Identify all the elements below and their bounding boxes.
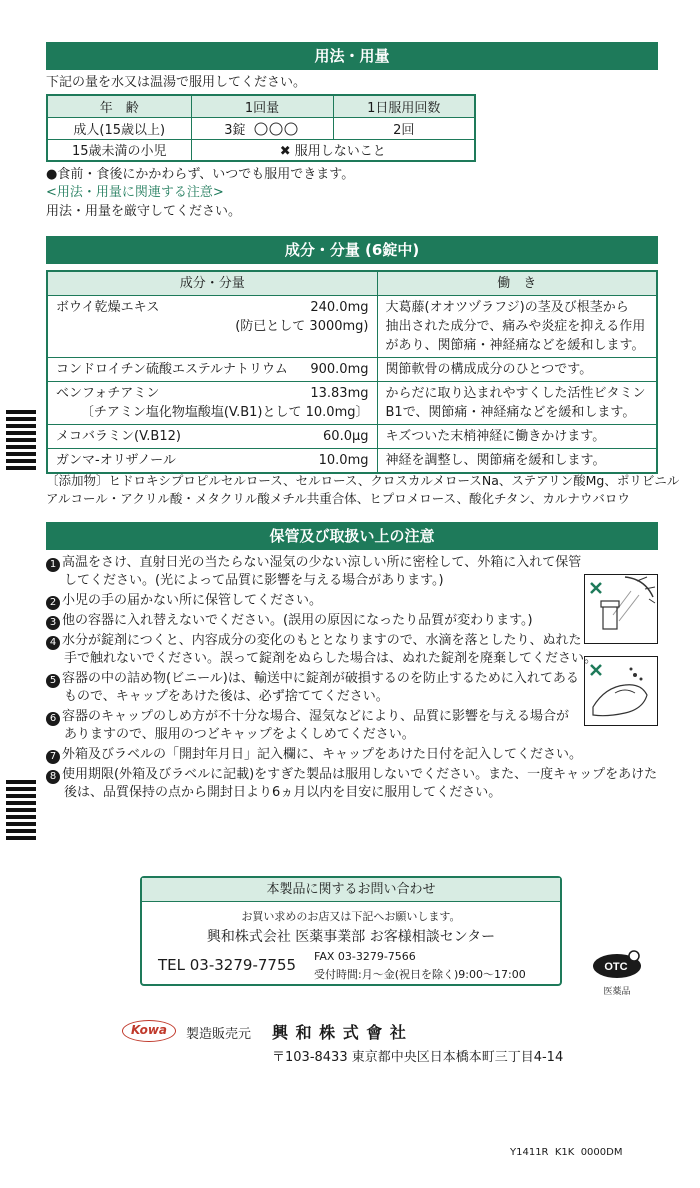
caution-text: 用法・用量を厳守してください。 [46,204,242,219]
col-ingredient: 成分・分量 [47,271,377,296]
product-code: Y1411R K1K 0000DM [510,1147,623,1158]
effect-line: 大葛藤(オオツヅラフジ)の茎及び根茎から [385,300,629,315]
table-row [47,296,657,358]
ingredient-name: コンドロイチン硫酸エステルナトリウム [56,362,288,377]
list-item: 6 容器のキャップのしめ方が不十分な場合、湿気などにより、品質に影響を与える場合が ありますので、服用のつどキャップをよくしめてください。 [46,708,586,744]
ingredient-sub: 〔チアミン塩化物塩酸塩(V.B1)として 10.0mg〕 [80,405,369,420]
number-badge: 7 [46,750,60,764]
ingredient-amount: 240.0mg [310,300,369,315]
effect-line: 関節軟骨の構成成分のひとつです。 [385,362,593,377]
list-item: 7 外箱及びラベルの「開封年月日」記入欄に、キャップをあけた日付を記入してください。 [46,746,586,764]
ingredient-amount: 900.0mg [310,362,369,377]
storage-list [46,554,658,802]
kowa-logo: Kowa [122,1020,176,1042]
effect-line: があり、関節痛・神経痛などを緩和します。 [385,338,645,353]
contact-tel: TEL 03-3279-7755 [158,956,297,974]
no-sunlight-illustration [584,574,658,644]
age-cell: 15歳未満の小児 [47,139,191,161]
maker-role: 製造販売元 [186,1027,252,1042]
table-row [47,449,657,474]
col-times: 1日服用回数 [333,95,475,117]
maker-name: 興 和 株 式 會 社 [272,1023,407,1042]
number-badge: 1 [46,558,60,572]
dosage-table [46,94,476,162]
storage-header: 保管及び取扱い上の注意 [46,522,658,550]
no-wet-hands-illustration [584,656,658,726]
caution-title: <用法・用量に関連する注意> [46,185,224,200]
col-age: 年 齢 [47,95,191,117]
otc-text: OTC [604,961,628,973]
sun-bottle-icon [585,575,656,642]
list-item: 4 水分が錠剤につくと、内容成分の変化のもととなりますので、水滴を落としたり、ぬれた 手で触れないでください。誤って錠剤をぬらした場合は、ぬれた錠剤を廃棄してください。 [46,632,586,668]
list-item: 8 使用期限(外箱及びラベルに記載)をすぎた製品は服用しないでください。また、一度キャップをあけた 後は、品質保持の点から開封日より6ヵ月以内を目安に服用してください。 [46,766,586,802]
table-row [47,382,657,425]
contact-title: 本製品に関するお問い合わせ [142,878,560,902]
table-row [47,139,475,161]
tablet-icon [254,122,300,136]
effect-line: キズついた末梢神経に働きかけます。 [385,429,606,444]
table-row [47,425,657,449]
age-cell: 成人(15歳以上) [47,117,191,139]
number-badge: 4 [46,636,60,650]
ingredient-amount: 13.83mg [310,386,369,401]
effect-line: B1で、関節痛・神経痛などを緩和します。 [385,405,636,420]
number-badge: 2 [46,596,60,610]
contact-company: 興和株式会社 医薬事業部 お客様相談センター [206,929,496,945]
ingredient-amount: 10.0mg [318,453,369,468]
list-item: 1 高温をさけ、直射日光の当たらない湿気の少ない涼しい所に密栓して、外箱に入れて保管 してください。(光によって品質に影響を与える場合があります。) [46,554,586,590]
table-row [47,117,475,139]
dosage-header: 用法・用量 [46,42,658,70]
times-cell: 2回 [333,117,475,139]
list-item: 2 小児の手の届かない所に保管してください。 [46,592,586,610]
ingredient-sub: (防已として 3000mg) [235,319,369,334]
cross-icon: ✖ [279,144,291,160]
number-badge: 8 [46,770,60,784]
col-dose: 1回量 [191,95,333,117]
maker-address: 〒103-8433 東京都中央区日本橋本町三丁目4-14 [272,1050,564,1065]
table-row [47,358,657,382]
contact-box [140,876,562,986]
edge-marks [6,780,36,843]
ingredient-name: ベンフォチアミン [56,386,160,401]
otc-label: 医薬品 [603,987,631,997]
otc-icon [590,950,644,980]
otc-badge [590,950,644,997]
contact-request: お買い求めのお店又は下記へお願いします。 [241,910,461,923]
number-badge: 6 [46,712,60,726]
contact-hours: 受付時間:月〜金(祝日を除く)9:00〜17:00 [314,968,526,981]
list-item: 3 他の容器に入れ替えないでください。(誤用の原因になったり品質が変わります。) [46,612,586,630]
col-effect: 働 き [377,271,657,296]
contact-fax: FAX 03-3279-7566 [314,950,416,963]
number-badge: 3 [46,616,60,630]
ingredient-name: メコバラミン(V.B12) [56,429,181,444]
effect-line: 神経を調整し、関節痛を緩和します。 [385,453,606,468]
list-item: 5 容器の中の詰め物(ビニール)は、輸送中に錠剤が破損するのを防止するために入れてある もので、キャップをあけた後は、必ず捨ててください。 [46,670,586,706]
ingredient-name: ガンマ-オリザノール [56,453,176,468]
note-cell: ✖ 服用しないこと [191,139,475,161]
number-badge: 5 [46,674,60,688]
edge-marks [6,410,36,473]
ingredient-name: ボウイ乾燥エキス [56,300,160,315]
additives-line: 〔添加物〕ヒドロキシプロピルセルロース、セルロース、クロスカルメロースNa、ステアリン酸Mg、ポリビニル [46,473,680,488]
wet-hand-icon [585,657,656,724]
dosage-intro: 下記の量を水又は温湯で服用してください。 [46,75,307,90]
ingredients-table [46,270,658,474]
effect-line: 抽出された成分で、痛みや炎症を抑える作用 [385,319,646,334]
effect-line: からだに取り込まれやすくした活性ビタミン [385,386,646,401]
dose-cell: 3錠 [191,117,333,139]
dosage-note: ●食前・食後にかかわらず、いつでも服用できます。 [46,167,355,182]
additives-line: アルコール・アクリル酸・メタクリル酸メチル共重合体、ヒプロメロース、酸化チタン、カルナウバロウ [46,491,630,506]
ingredients-header: 成分・分量 (6錠中) [46,236,658,264]
ingredient-amount: 60.0μg [323,429,369,444]
